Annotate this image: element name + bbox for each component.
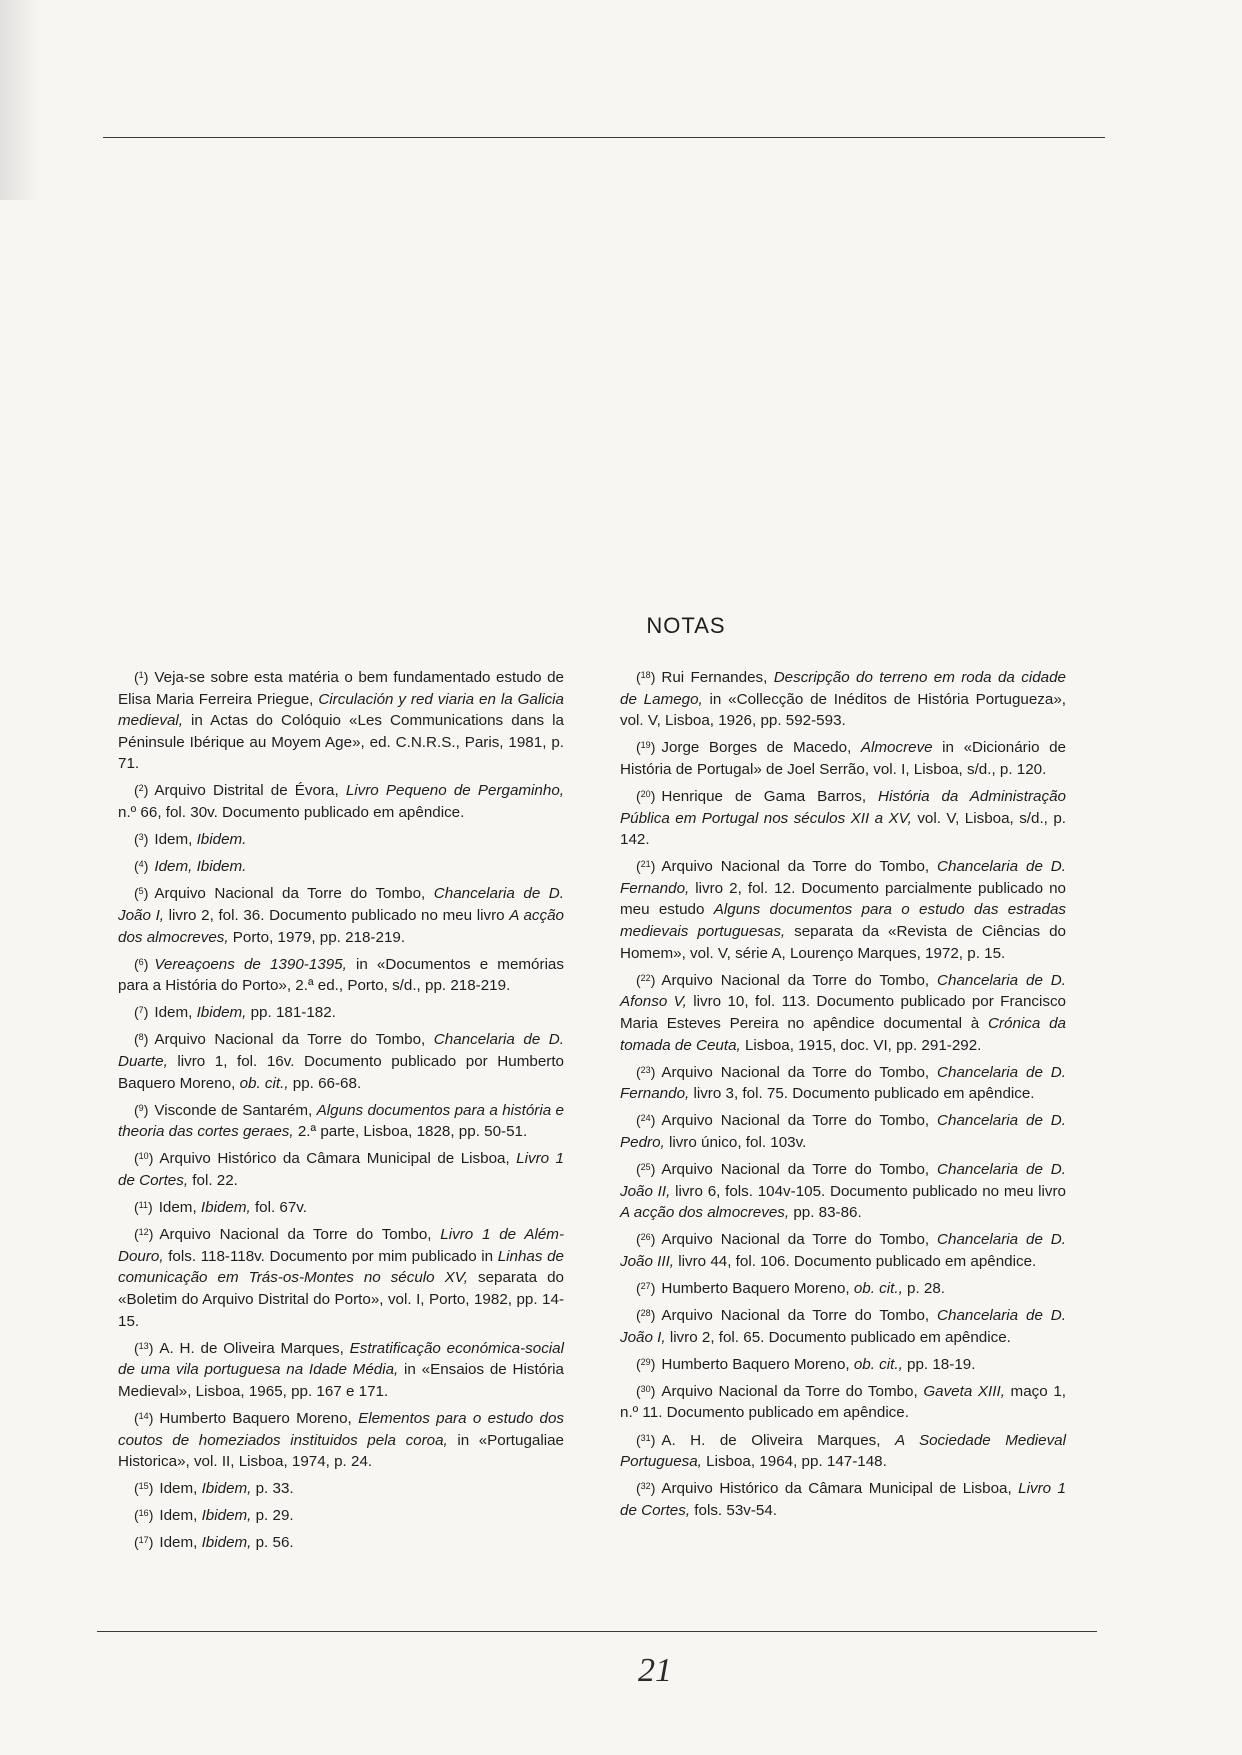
footnote-8 (118, 1027, 564, 1094)
footnote-28 (620, 1303, 1066, 1348)
footnote-number: ($^1$) (134, 669, 149, 685)
footnote-number: ($^{31}$) (636, 1431, 656, 1448)
footnote-title-italic: ob. cit., (853, 1279, 903, 1297)
footnote-text: in «Documentos e memórias para a História do Porto», 2.ª ed., Porto, s/d., pp. 218-219. (118, 955, 564, 995)
footnote-title-italic: ob. cit., (853, 1355, 903, 1373)
footnote-10 (118, 1146, 564, 1191)
footnote-text: Arquivo Distrital de Évora, (154, 782, 346, 800)
footnote-text: livro 44, fol. 106. Documento publicado em apêndice. (674, 1252, 1037, 1270)
footnote-title-italic: Chancelaria de D. Duarte, (118, 1031, 564, 1070)
footnote-text: Visconde de Santarém, (154, 1101, 317, 1119)
footnote-title-italic: Chancelaria de D. Fernando, (620, 858, 1066, 897)
footnote-12 (118, 1222, 564, 1332)
footnote-text: Idem, (154, 831, 197, 849)
footnote-title-italic: Alguns documentos para a história e theoria das cortes geraes, (118, 1101, 564, 1141)
footnote-title-italic: Livro 1 de Cortes, (118, 1150, 564, 1189)
footnote-title-italic: A Sociedade Medieval Portuguesa, (620, 1431, 1066, 1471)
footnote-text: livro 2, fol. 36. Documento publicado no meu livro (164, 906, 510, 924)
footnote-title-italic: Circulación y red viaria en la Galicia medieval, (118, 690, 564, 730)
footnote-text: Lisboa, 1915, doc. VI, pp. 291-292. (740, 1036, 982, 1054)
footnote-26 (620, 1227, 1066, 1272)
footnote-5 (118, 881, 564, 948)
footnote-title-italic: Chancelaria de D. Fernando, (620, 1063, 1066, 1103)
footnote-title-italic: Elementos para o estudo dos coutos de homeziados instituidos pela coroa, (118, 1409, 564, 1449)
footnote-24 (620, 1108, 1066, 1153)
footnote-text: Arquivo Nacional da Torre do Tombo, (661, 1307, 938, 1325)
footnote-title-italic: Chancelaria de D. Afonso V, (620, 971, 1066, 1011)
footnote-number: ($^{20}$) (636, 787, 656, 804)
page-number: 21 (638, 1652, 672, 1689)
footnote-text: Arquivo Histórico da Câmara Municipal de Lisboa, (661, 1480, 1019, 1498)
footnote-text: A. H. de Oliveira Marques, (661, 1431, 895, 1449)
footnote-title-italic: Crónica da tomada de Ceuta, (620, 1014, 1066, 1054)
footnote-text: Idem, (159, 1534, 202, 1552)
footnote-number: ($^{18}$) (636, 669, 656, 685)
footnote-title-italic: Idem, Ibidem. (154, 858, 247, 876)
footnote-title-italic: Ibidem. (196, 831, 247, 849)
footnote-20 (620, 784, 1066, 851)
footnote-text: livro 2, fol. 65. Documento publicado em apêndice. (665, 1328, 1011, 1346)
footnote-text: Arquivo Nacional da Torre do Tombo, (661, 858, 938, 876)
footnote-text: Arquivo Nacional da Torre do Tombo, (159, 1226, 441, 1244)
footnote-number: ($^2$) (134, 782, 149, 799)
footnote-23 (620, 1060, 1066, 1105)
footnote-text: p. 28. (902, 1279, 946, 1297)
footnote-text: n.º 66, fol. 30v. Documento publicado em apêndice. (118, 804, 465, 822)
footnote-text: Henrique de Gama Barros, (661, 787, 879, 805)
footnote-number: ($^{16}$) (134, 1507, 154, 1524)
footnote-22 (620, 968, 1066, 1056)
footnote-title-italic: Vereaçoens de 1390-1395, (154, 955, 347, 973)
footnote-text: Arquivo Nacional da Torre do Tombo, (154, 885, 434, 903)
footnote-number: ($^{11}$) (134, 1199, 153, 1216)
footnote-6 (118, 952, 564, 997)
footnote-number: ($^{25}$) (636, 1160, 656, 1177)
footnote-4 (118, 854, 564, 878)
footnote-title-italic: Chancelaria de D. João II, (620, 1160, 1066, 1200)
notes-column-left (118, 665, 564, 1557)
footnote-title-italic: Chancelaria de D. João III, (620, 1231, 1066, 1270)
footnote-9 (118, 1098, 564, 1143)
footnote-number: ($^9$) (134, 1101, 149, 1118)
footnote-text: Rui Fernandes, (661, 669, 774, 686)
footnote-number: ($^4$) (134, 858, 149, 875)
bottom-rule (97, 1631, 1097, 1632)
footnote-number: ($^{27}$) (636, 1279, 656, 1296)
footnote-title-italic: Chancelaria de D. João I, (118, 885, 564, 924)
footnote-number: ($^5$) (134, 885, 149, 902)
footnote-text: Arquivo Nacional da Torre do Tombo, (661, 971, 938, 989)
footnote-title-italic: Estratificação económica-social de uma vila portuguesa na Idade Média, (118, 1339, 564, 1379)
footnote-text: in «Dicionário de História de Portugal» de Joel Serrão, vol. I, Lisboa, s/d., p. 120. (620, 739, 1066, 778)
footnote-text: livro 3, fol. 75. Documento publicado em apêndice. (689, 1085, 1035, 1103)
footnote-text: Porto, 1979, pp. 218-219. (228, 928, 406, 946)
footnote-text: Idem, (159, 1480, 202, 1498)
footnote-title-italic: Descripção do terreno em roda da cidade de Lamego, (620, 669, 1066, 708)
footnote-17 (118, 1530, 564, 1554)
footnote-text: livro 1, fol. 16v. Documento publicado por Humberto Baquero Moreno, (118, 1053, 564, 1092)
footnote-7 (118, 1000, 564, 1024)
footnote-text: separata da «Revista de Ciências do Homem», vol. V, série A, Lourenço Marques, 1972, p. 15. (620, 923, 1066, 962)
footnote-text: p. 29. (251, 1507, 294, 1525)
footnote-text: Arquivo Histórico da Câmara Municipal de Lisboa, (159, 1150, 517, 1168)
footnote-title-italic: Linhas de comunicação em Trás-os-Montes no século XV, (118, 1247, 564, 1287)
footnote-text: fol. 67v. (250, 1199, 307, 1217)
footnote-number: ($^{29}$) (636, 1355, 656, 1372)
footnote-title-italic: Chancelaria de D. João I, (620, 1307, 1066, 1346)
notes-column-right (620, 665, 1066, 1525)
footnote-title-italic: Chancelaria de D. Pedro, (620, 1112, 1066, 1151)
footnote-text: fols. 118-118v. Documento por mim publicado in (163, 1247, 498, 1265)
footnote-number: ($^6$) (134, 955, 149, 972)
footnote-title-italic: Ibidem, (201, 1480, 252, 1498)
footnote-number: ($^{22}$) (636, 971, 656, 988)
footnote-text: Lisboa, 1964, pp. 147-148. (701, 1453, 887, 1471)
footnote-number: ($^7$) (134, 1004, 149, 1021)
footnote-text: Idem, (159, 1507, 202, 1525)
footnote-number: ($^{17}$) (134, 1534, 154, 1551)
footnote-number: ($^{28}$) (636, 1307, 656, 1324)
footnote-13 (118, 1336, 564, 1403)
footnote-text: Arquivo Nacional da Torre do Tombo, (661, 1231, 938, 1249)
footnote-16 (118, 1503, 564, 1527)
footnote-29 (620, 1352, 1066, 1376)
footnote-text: Humberto Baquero Moreno, (661, 1355, 854, 1373)
footnote-number: ($^3$) (134, 831, 149, 848)
footnote-number: ($^{10}$) (134, 1150, 154, 1167)
footnote-title-italic: Livro 1 de Cortes, (620, 1480, 1066, 1519)
footnote-31 (620, 1428, 1066, 1473)
footnote-19 (620, 735, 1066, 780)
footnote-title-italic: A acção dos almocreves, (118, 906, 564, 946)
footnote-text: Jorge Borges de Macedo, (661, 739, 861, 757)
footnote-title-italic: Ibidem, (201, 1534, 252, 1552)
footnote-text: maço 1, n.º 11. Documento publicado em apêndice. (620, 1382, 1066, 1422)
footnote-title-italic: Almocreve (860, 739, 933, 757)
footnote-11 (118, 1195, 564, 1219)
footnote-title-italic: Livro Pequeno de Pergaminho, (345, 782, 564, 800)
footnote-text: Humberto Baquero Moreno, (159, 1409, 359, 1427)
footnote-title-italic: História da Administração Pública em Portugal nos séculos XII a XV, (620, 787, 1066, 827)
footnote-text: livro único, fol. 103v. (664, 1133, 807, 1151)
footnote-text: in «Ensaios de História Medieval», Lisboa, 1965, pp. 167 e 171. (118, 1361, 564, 1400)
footnote-text: pp. 83-86. (789, 1204, 862, 1222)
footnote-title-italic: Alguns documentos para o estudo das estradas medievais portuguesas, (620, 901, 1066, 941)
footnote-18 (620, 665, 1066, 732)
footnote-text: pp. 181-182. (246, 1004, 336, 1022)
footnote-title-italic: A acção dos almocreves, (620, 1204, 790, 1222)
footnote-text: in Actas do Colóquio «Les Communications dans la Péninsule Ibérique au Moyem Age», ed. C.N.R.S., Paris, 1981, p. 71. (118, 712, 564, 773)
footnote-text: Arquivo Nacional da Torre do Tombo, (661, 1112, 938, 1130)
footnote-1 (118, 665, 564, 775)
footnote-number: ($^{24}$) (636, 1112, 656, 1129)
footnote-number: ($^{26}$) (636, 1231, 656, 1248)
footnote-title-italic: Ibidem, (196, 1004, 247, 1022)
footnote-title-italic: Ibidem, (200, 1199, 251, 1217)
footnote-text: Veja-se sobre esta matéria o bem fundamentado estudo de Elisa Maria Ferreira Priegue, (118, 669, 564, 708)
footnote-text: Arquivo Nacional da Torre do Tombo, (154, 1031, 434, 1049)
footnote-title-italic: ob. cit., (239, 1074, 289, 1092)
footnote-text: separata do «Boletim do Arquivo Distrital do Porto», vol. I, Porto, 1982, pp. 14-15. (118, 1269, 564, 1330)
footnote-text: p. 56. (251, 1534, 294, 1552)
footnote-text: livro 2, fol. 12. Documento parcialmente publicado no meu estudo (620, 879, 1066, 919)
footnote-number: ($^{21}$) (636, 858, 656, 875)
footnote-title-italic: Livro 1 de Além-Douro, (118, 1226, 564, 1265)
footnote-number: ($^8$) (134, 1031, 149, 1048)
footnote-text: Arquivo Nacional da Torre do Tombo, (661, 1160, 938, 1178)
footnote-text: vol. V, Lisboa, s/d., p. 142. (620, 809, 1066, 849)
footnote-text: Humberto Baquero Moreno, (661, 1279, 854, 1297)
scan-edge-shadow (0, 0, 40, 200)
footnote-30 (620, 1379, 1066, 1424)
footnote-text: in «Portugaliae Historica», vol. II, Lisboa, 1974, p. 24. (118, 1431, 564, 1471)
footnote-text: p. 33. (251, 1480, 294, 1498)
footnote-text: livro 6, fols. 104v-105. Documento publicado no meu livro (670, 1182, 1066, 1200)
footnote-number: ($^{23}$) (636, 1063, 656, 1080)
footnote-14 (118, 1406, 564, 1473)
top-rule (103, 137, 1105, 138)
footnote-text: 2.ª parte, Lisboa, 1828, pp. 50-51. (293, 1123, 528, 1141)
footnote-27 (620, 1276, 1066, 1300)
footnote-21 (620, 854, 1066, 964)
footnote-text: in «Collecção de Inéditos de História Portugueza», vol. V, Lisboa, 1926, pp. 592-593. (620, 690, 1066, 730)
notes-title: NOTAS (646, 613, 726, 638)
footnote-number: ($^{19}$) (636, 739, 656, 756)
footnote-25 (620, 1157, 1066, 1224)
footnote-text: fol. 22. (188, 1171, 238, 1189)
footnote-number: ($^{12}$) (134, 1226, 154, 1243)
footnote-text: livro 10, fol. 113. Documento publicado por Francisco Maria Esteves Pereira no apêndice documental à (620, 993, 1067, 1032)
footnote-text: Idem, (158, 1199, 201, 1217)
footnote-number: ($^{32}$) (636, 1480, 656, 1497)
footnote-title-italic: Gaveta XIII, (923, 1382, 1005, 1400)
footnote-3 (118, 827, 564, 851)
footnote-title-italic: Ibidem, (201, 1507, 252, 1525)
footnote-text: Arquivo Nacional da Torre do Tombo, (661, 1063, 938, 1081)
footnote-15 (118, 1476, 564, 1500)
footnote-number: ($^{13}$) (134, 1339, 154, 1356)
footnote-text: fols. 53v-54. (690, 1501, 778, 1519)
footnote-text: Arquivo Nacional da Torre do Tombo, (661, 1382, 924, 1400)
footnote-text: pp. 18-19. (902, 1355, 976, 1373)
footnote-2 (118, 778, 564, 823)
footnote-text: pp. 66-68. (288, 1074, 362, 1092)
footnote-32 (620, 1476, 1066, 1521)
footnote-text: A. H. de Oliveira Marques, (159, 1339, 350, 1357)
footnote-text: Idem, (154, 1004, 197, 1022)
footnote-number: ($^{14}$) (134, 1409, 154, 1426)
footnote-number: ($^{30}$) (636, 1382, 656, 1399)
footnote-number: ($^{15}$) (134, 1480, 154, 1497)
